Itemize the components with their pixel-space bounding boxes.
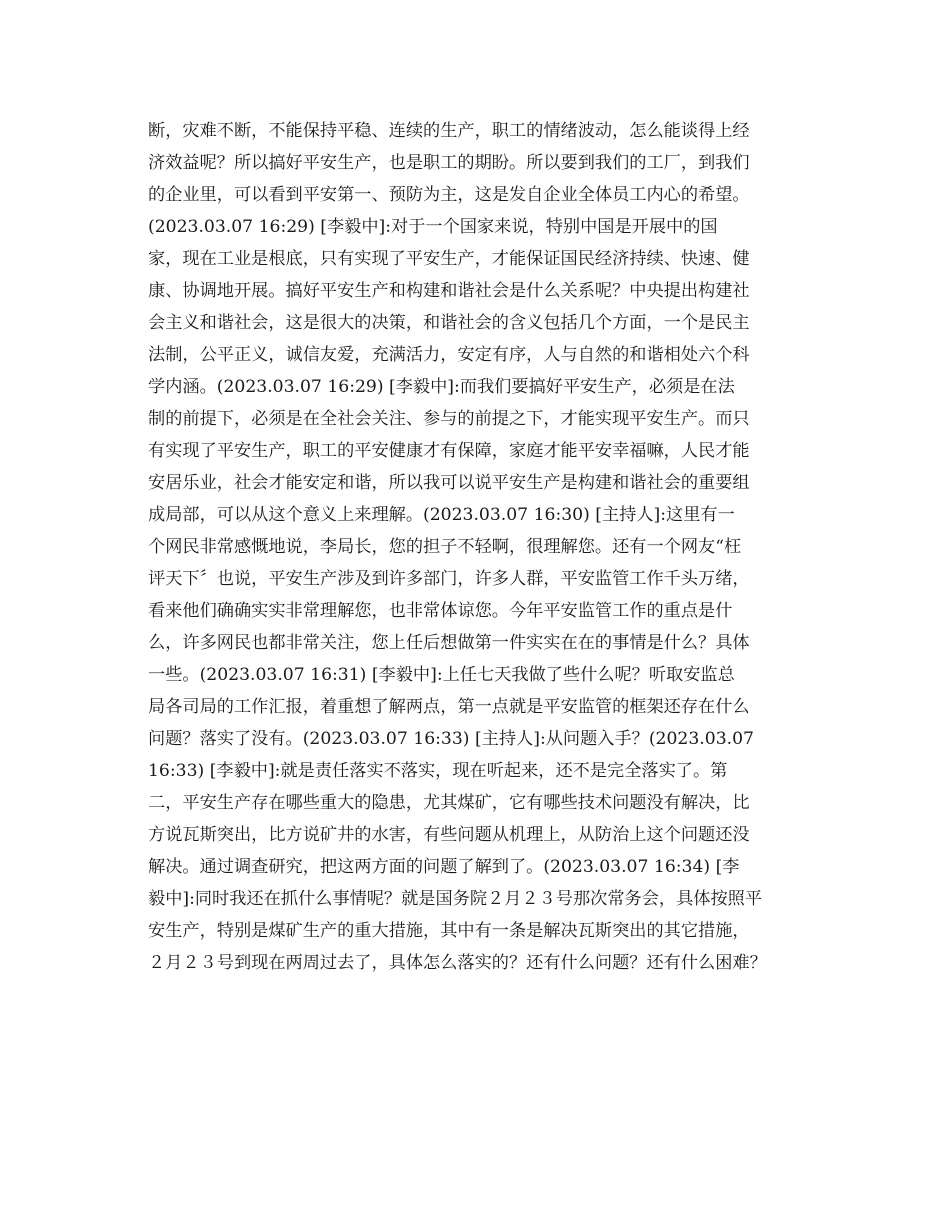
text-line: 局各司局的工作汇报，着重想了解两点，第一点就是平安监管的框架还存在什么 — [148, 697, 750, 717]
text-line: ２月２３号到现在两周过去了，具体怎么落实的？还有什么问题？还有什么困难？ — [148, 953, 767, 973]
text-line: 问题？落实了没有。(2023.03.07 16:33) [主持人]:从问题入手？(2023.03.07 — [148, 729, 754, 749]
text-line: 济效益呢？所以搞好平安生产，也是职工的期盼。所以要到我们的工厂，到我们 — [148, 153, 750, 173]
text-line: 家，现在工业是根底，只有实现了平安生产，才能保证国民经济持续、快速、健 — [148, 249, 750, 269]
text-line: 看来他们确确实实非常理解您，也非常体谅您。今年平安监管工作的重点是什 — [148, 601, 733, 621]
text-line: 制的前提下，必须是在全社会关注、参与的前提之下，才能实现平安生产。而只 — [148, 409, 750, 429]
text-line: 学内涵。(2023.03.07 16:29) [李毅中]:而我们要搞好平安生产，必须是在法 — [148, 377, 735, 397]
text-line: 毅中]:同时我还在抓什么事情呢？就是国务院２月２３号那次常务会，具体按照平 — [148, 889, 763, 909]
text-line: 成局部，可以从这个意义上来理解。(2023.03.07 16:30) [主持人]:这里有一 — [148, 505, 735, 525]
text-line: 的企业里，可以看到平安第一、预防为主，这是发自企业全体员工内心的希望。 — [148, 185, 750, 205]
text-line: 法制，公平正义，诚信友爱，充满活力，安定有序，人与自然的和谐相处六个科 — [148, 345, 750, 365]
text-line: 评天下〞也说，平安生产涉及到许多部门，许多人群，平安监管工作千头万绪， — [148, 569, 750, 589]
text-line: 方说瓦斯突出，比方说矿井的水害，有些问题从机理上，从防治上这个问题还没 — [148, 825, 750, 845]
text-line: 有实现了平安生产，职工的平安健康才有保障，家庭才能平安幸福嘛，人民才能 — [148, 441, 750, 461]
text-line: 一些。(2023.03.07 16:31) [李毅中]:上任七天我做了些什么呢？听取安监总 — [148, 665, 735, 685]
text-line: 会主义和谐社会，这是很大的决策，和谐社会的含义包括几个方面，一个是民主 — [148, 313, 750, 333]
text-line: 16:33) [李毅中]:就是责任落实不落实，现在听起来，还不是完全落实了。第 — [148, 761, 728, 781]
text-line: 安生产，特别是煤矿生产的重大措施，其中有一条是解决瓦斯突出的其它措施， — [148, 921, 750, 941]
text-line: 二，平安生产存在哪些重大的隐患，尤其煤矿，它有哪些技术问题没有解决，比 — [148, 793, 750, 813]
text-line: 康、协调地开展。搞好平安生产和构建和谐社会是什么关系呢？中央提出构建社 — [148, 281, 750, 301]
text-line: (2023.03.07 16:29) [李毅中]:对于一个国家来说，特别中国是开展中的国 — [148, 217, 718, 237]
text-line: 安居乐业，社会才能安定和谐，所以我可以说平安生产是构建和谐社会的重要组 — [148, 473, 750, 493]
text-line: 解决。通过调查研究，把这两方面的问题了解到了。(2023.03.07 16:34) [李 — [148, 857, 740, 877]
text-line: 么，许多网民也都非常关注，您上任后想做第一件实实在在的事情是什么？具体 — [148, 633, 750, 653]
text-line: 个网民非常感慨地说，李局长，您的担子不轻啊，很理解您。还有一个网友“枉 — [148, 537, 742, 557]
text-line: 断，灾难不断，不能保持平稳、连续的生产，职工的情绪波动，怎么能谈得上经 — [148, 121, 750, 141]
